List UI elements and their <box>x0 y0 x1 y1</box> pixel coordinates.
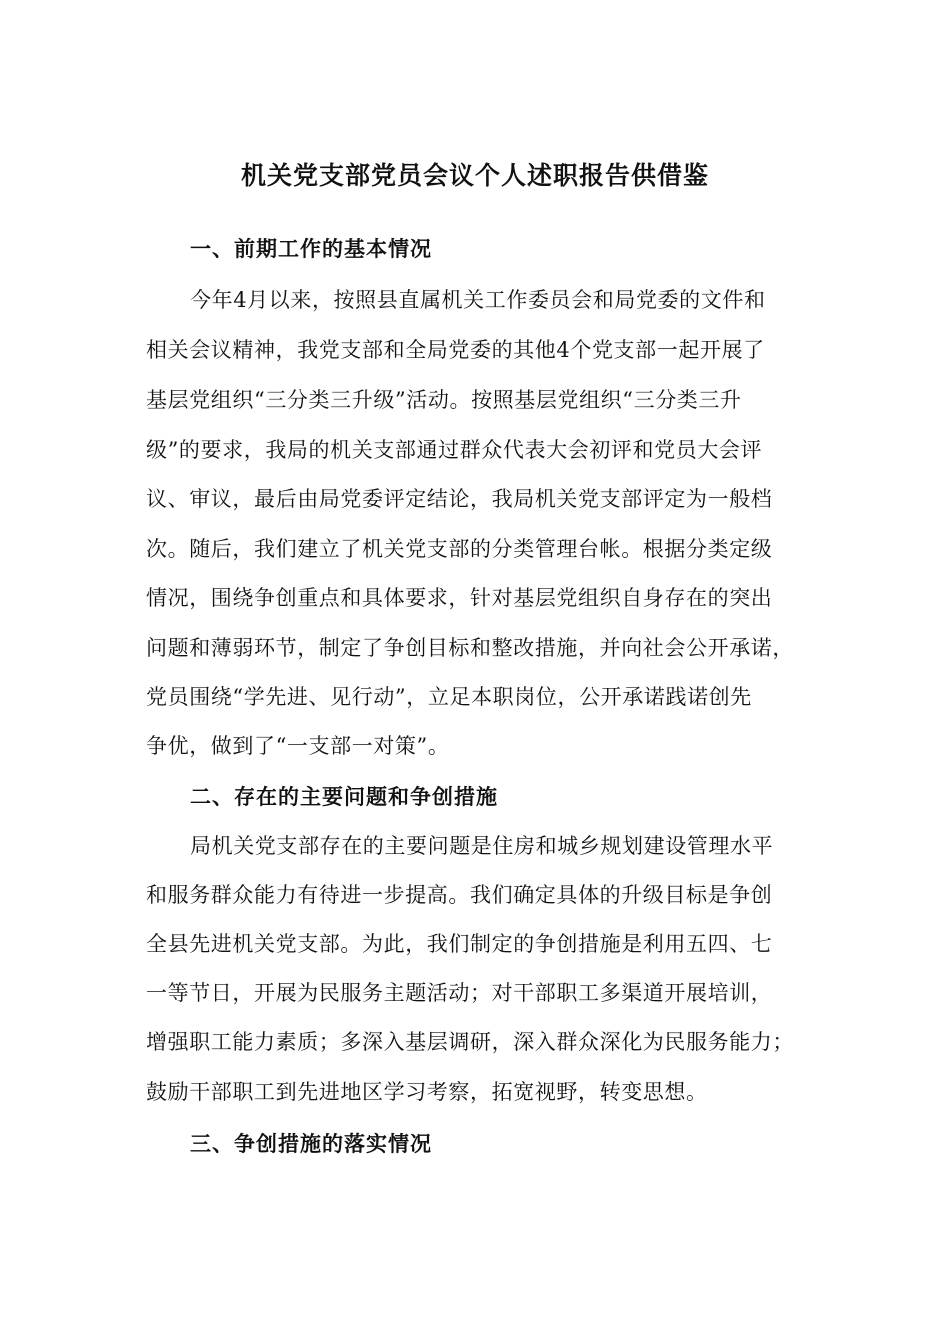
paragraph-line: 情况，围绕争创重点和具体要求，针对基层党组织自身存在的突出 <box>146 586 773 610</box>
paragraph-line: 基层党组织“三分类三升级”活动。按照基层党组织“三分类三升 <box>146 388 742 412</box>
paragraph-line: 全县先进机关党支部。为此，我们制定的争创措施是利用五四、七 <box>146 932 773 956</box>
paragraph-line: 争优，做到了“一支部一对策”。 <box>146 734 450 758</box>
paragraph-line: 增强职工能力素质；多深入基层调研，深入群众深化为民服务能力； <box>146 1030 794 1054</box>
paragraph-line: 局机关党支部存在的主要问题是住房和城乡规划建设管理水平 <box>190 834 774 858</box>
section-heading-3: 三、争创措施的落实情况 <box>190 1131 432 1156</box>
section-heading-1: 一、前期工作的基本情况 <box>190 236 432 261</box>
paragraph-line: 和服务群众能力有待进一步提高。我们确定具体的升级目标是争创 <box>146 883 773 907</box>
paragraph-line: 议、审议，最后由局党委评定结论，我局机关党支部评定为一般档 <box>146 487 773 511</box>
paragraph-line: 相关会议精神，我党支部和全局党委的其他4个党支部一起开展了 <box>146 338 765 362</box>
paragraph-line: 一等节日，开展为民服务主题活动；对干部职工多渠道开展培训， <box>146 981 773 1005</box>
section-heading-2: 二、存在的主要问题和争创措施 <box>190 784 498 809</box>
document-title: 机关党支部党员会议个人述职报告供借鉴 <box>240 161 709 190</box>
paragraph-line: 今年4月以来，按照县直属机关工作委员会和局党委的文件和 <box>190 288 766 312</box>
paragraph-line: 级”的要求，我局的机关支部通过群众代表大会初评和党员大会评 <box>146 438 763 462</box>
paragraph-line: 鼓励干部职工到先进地区学习考察，拓宽视野，转变思想。 <box>146 1080 708 1104</box>
paragraph-line: 党员围绕“学先进、见行动”，立足本职岗位，公开承诺践诺创先 <box>146 685 752 709</box>
paragraph-line: 问题和薄弱环节，制定了争创目标和整改措施，并向社会公开承诺， <box>146 636 794 660</box>
paragraph-line: 次。随后，我们建立了机关党支部的分类管理台帐。根据分类定级 <box>146 537 773 561</box>
